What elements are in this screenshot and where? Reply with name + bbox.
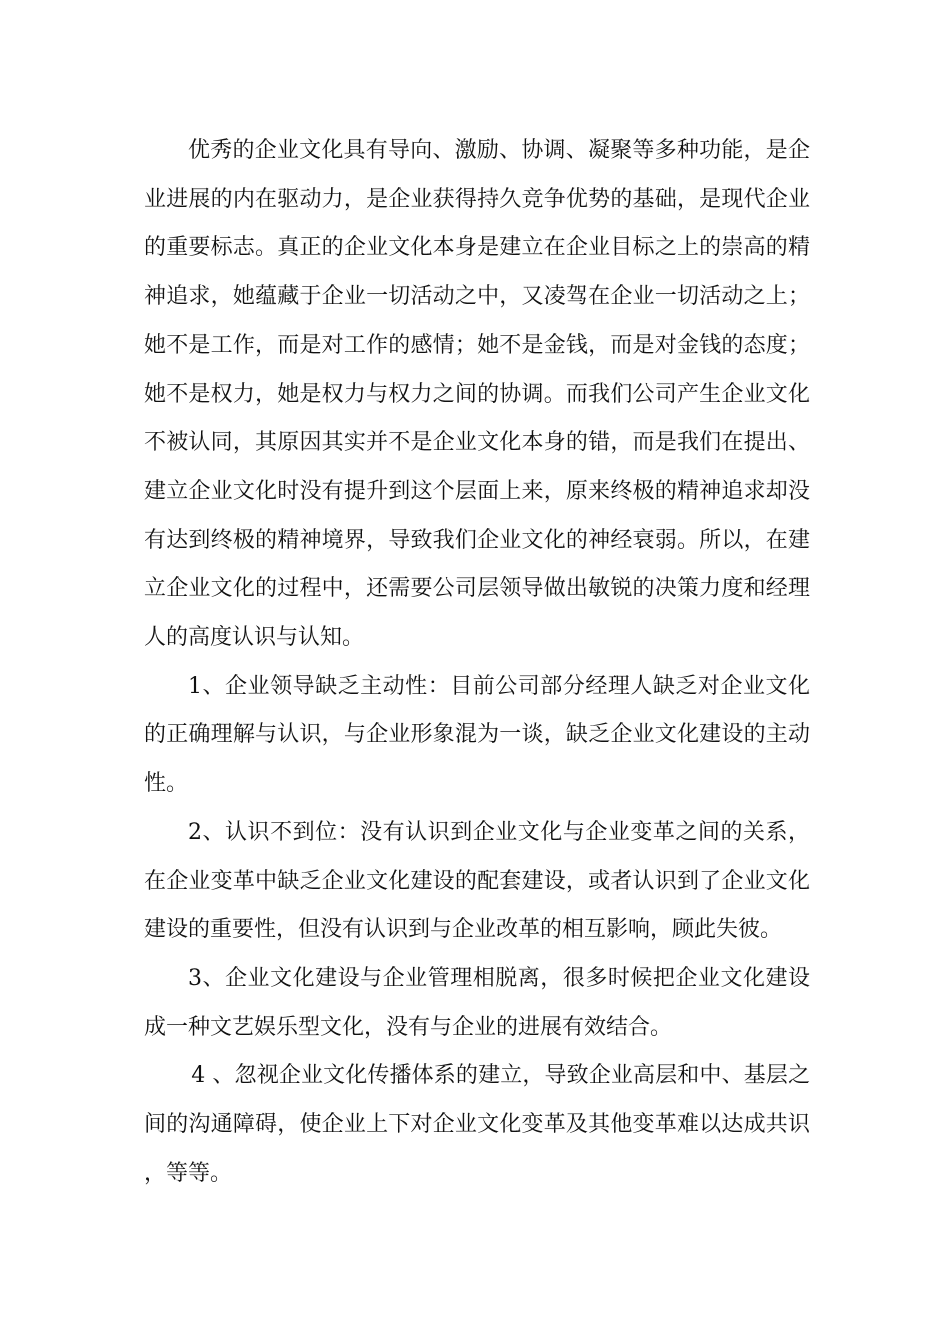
list-item-4: 4 、忽视企业文化传播体系的建立，导致企业高层和中、基层之间的沟通障碍，使企业上下对企业文化变革及其他变革难以达成共识，等等。 bbox=[144, 1063, 810, 1186]
document-body bbox=[144, 127, 810, 1198]
list-item-2: 2、认识不到位：没有认识到企业文化与企业变革之间的关系，在企业变革中缺乏企业文化建设的配套建设，或者认识到了企业文化建设的重要性，但没有认识到与企业改革的相互影响，顾此失彼。 bbox=[144, 819, 810, 943]
list-item-3: 3、企业文化建设与企业管理相脱离，很多时候把企业文化建设成一种文艺娱乐型文化，没有与企业的进展有效结合。 bbox=[144, 965, 810, 1040]
list-item-1: 1、企业领导缺乏主动性：目前公司部分经理人缺乏对企业文化的正确理解与认识，与企业形象混为一谈，缺乏企业文化建设的主动性。 bbox=[144, 673, 810, 797]
intro-paragraph: 优秀的企业文化具有导向、激励、协调、凝聚等多种功能，是企业进展的内在驱动力，是企业获得持久竞争优势的基础，是现代企业的重要标志。真正的企业文化本身是建立在企业目标之上的崇高的精神追求，她蕴藏于企业一切活动之中，又凌驾在企业一切活动之上；她不是工作，而是对工作的感情；她不是金钱，而是对金钱的态度；她不是权力，她是权力与权力之间的协调。而我们公司产生企业文化不被认同，其原因其实并不是企业文化本身的错，而是我们在提出、建立企业文化时没有提升到这个层面上来，原来终极的精神追求却没有达到终极的精神境界，导致我们企业文化的神经衰弱。所以，在建立企业文化的过程中，还需要公司层领导做出敏锐的决策力度和经理人的高度认识与认知。 bbox=[144, 138, 810, 651]
